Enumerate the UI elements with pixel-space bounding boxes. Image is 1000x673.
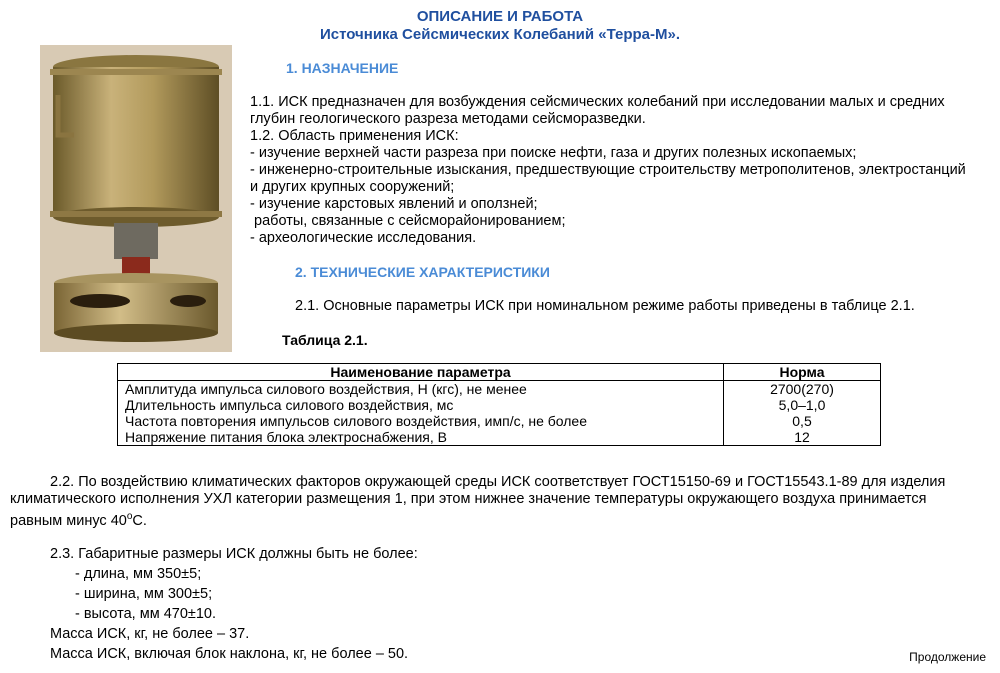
parameter-name: Частота повторения импульсов силового воздействия, имп/с, не более [118, 413, 724, 429]
section-1-line: - инженерно-строительные изыскания, предшествующие строительству метрополитенов, электростанций [250, 162, 966, 178]
dimensions-heading: 2.3. Габаритные размеры ИСК должны быть не более: [50, 546, 418, 562]
parameter-value: 2700(270) [724, 381, 881, 398]
section-2-heading: 2. ТЕХНИЧЕСКИЕ ХАРАКТЕРИСТИКИ [295, 264, 550, 280]
table-header-row [118, 364, 881, 381]
mass-with-tilt-line: Масса ИСК, включая блок наклона, кг, не более – 50. [50, 646, 409, 662]
paragraph-2-3 [0, 544, 418, 664]
column-header-norm: Норма [724, 364, 881, 381]
page-title: ОПИСАНИЕ И РАБОТА [416, 8, 584, 25]
table-row [118, 397, 881, 413]
parameter-name: Амплитуда импульса силового воздействия, Н (кгс), не менее [118, 381, 724, 398]
section-1-line: - изучение карстовых явлений и оползней; [250, 196, 538, 212]
parameter-value: 5,0–1,0 [724, 397, 881, 413]
page-subtitle: Источника Сейсмических Колебаний «Терра-М». [319, 26, 681, 43]
mass-line: Масса ИСК, кг, не более – 37. [50, 626, 250, 642]
device-photo [40, 45, 232, 352]
parameter-value: 0,5 [724, 413, 881, 429]
section-1-line: - археологические исследования. [250, 230, 477, 246]
table-row [118, 413, 881, 429]
continuation-label: Продолжение [909, 650, 986, 664]
section-1-body [250, 94, 966, 247]
parameters-table [117, 363, 881, 446]
temperature-unit: С. [132, 512, 147, 529]
seismic-source-device-icon [40, 45, 232, 352]
paragraph-2-2-line: климатического исполнения УХЛ категории размещения 1, при этом нижнее значение температуры окружающего воздуха принимается [10, 491, 927, 507]
parameter-name: Длительность импульса силового воздействия, мс [118, 397, 724, 413]
paragraph-2-2-line [10, 508, 988, 530]
dimension-height: - высота, мм 470±10. [75, 606, 217, 622]
paragraph-2-2 [10, 474, 988, 530]
table-row [118, 381, 881, 398]
section-1-line: глубин геологического разреза методами сейсморазведки. [250, 111, 646, 127]
parameter-name: Напряжение питания блока электроснабжения, В [118, 429, 724, 446]
section-2-intro: 2.1. Основные параметры ИСК при номинальном режиме работы приведены в таблице 2.1. [295, 298, 915, 314]
section-1-line: - изучение верхней части разреза при поиске нефти, газа и других полезных ископаемых; [250, 145, 857, 161]
section-1-line: и других крупных сооружений; [250, 179, 455, 195]
table-caption: Таблица 2.1. [282, 332, 368, 348]
parameter-value: 12 [724, 429, 881, 446]
temperature-text: равным минус 40 [10, 512, 127, 529]
table-row [118, 429, 881, 446]
paragraph-2-2-line: 2.2. По воздействию климатических факторов окружающей среды ИСК соответствует ГОСТ15150-69 и ГОСТ15543.1-89 для изделия [50, 474, 946, 490]
section-1-line: работы, связанные с сейсморайонированием; [250, 213, 566, 229]
column-header-parameter: Наименование параметра [118, 364, 724, 381]
degree-sign: o [126, 511, 133, 522]
dimension-width: - ширина, мм 300±5; [75, 586, 213, 602]
dimension-length: - длина, мм 350±5; [75, 566, 202, 582]
section-1-line: 1.2. Область применения ИСК: [250, 128, 459, 144]
section-1-heading: 1. НАЗНАЧЕНИЕ [286, 60, 399, 76]
section-1-line: 1.1. ИСК предназначен для возбуждения сейсмических колебаний при исследовании малых и средних [250, 94, 945, 110]
